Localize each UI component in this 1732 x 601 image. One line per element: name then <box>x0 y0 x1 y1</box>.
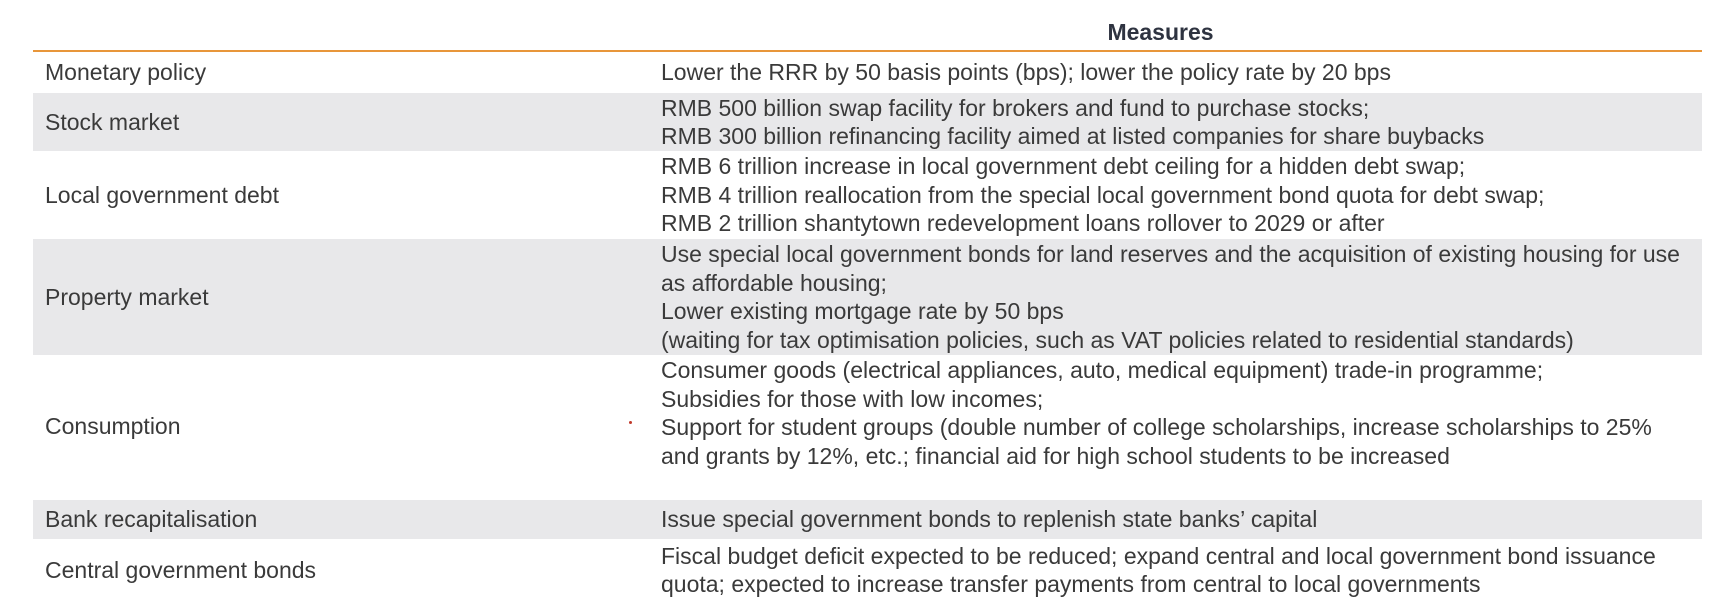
measure-line: Use special local government bonds for land reserves and the acquisition of existing housing for use as affordable housing; <box>661 241 1680 296</box>
table-row-local-government-debt <box>33 151 1702 239</box>
row-measures <box>661 94 1702 151</box>
row-measures <box>661 505 1702 534</box>
row-topic: Consumption <box>45 413 181 439</box>
row-topic: Monetary policy <box>45 59 207 86</box>
measure-line: RMB 500 billion swap facility for brokers and fund to purchase stocks; <box>661 94 1370 121</box>
table-row-central-government-bonds <box>33 539 1702 601</box>
row-measures <box>661 542 1702 599</box>
measure-line: Lower existing mortgage rate by 50 bps <box>661 298 1064 324</box>
row-topic: Property market <box>45 283 209 310</box>
measure-line: Consumer goods (electrical appliances, auto, medical equipment) trade-in programme; <box>661 357 1544 383</box>
row-topic: Central government bonds <box>45 556 317 583</box>
table-row-consumption <box>33 355 1702 500</box>
measures-table <box>33 0 1702 601</box>
row-measures <box>661 58 1702 87</box>
measure-line: Issue special government bonds to replenish state banks’ capital <box>661 506 1318 533</box>
measure-line: RMB 300 billion refinancing facility aimed at listed companies for share buybacks <box>661 123 1485 149</box>
measure-line: RMB 2 trillion shantytown redevelopment loans rollover to 2029 or after <box>661 210 1385 237</box>
measure-line: Subsidies for those with low incomes; <box>661 385 1044 412</box>
stray-dot-mark <box>629 421 632 424</box>
row-measures <box>661 356 1702 470</box>
row-topic: Stock market <box>45 108 180 135</box>
row-topic: Bank recapitalisation <box>45 506 258 533</box>
row-measures <box>661 240 1702 354</box>
table-row-monetary-policy <box>33 52 1702 93</box>
measure-line: Fiscal budget deficit expected to be reduced; expand central and local government bond issuance quota; expected to increase transfer payments from central to local governments <box>661 542 1656 597</box>
table-row-bank-recapitalisation <box>33 500 1702 539</box>
row-topic: Local government debt <box>45 181 279 208</box>
measure-line: Lower the RRR by 50 basis points (bps); lower the policy rate by 20 bps <box>661 59 1391 86</box>
row-measures <box>661 152 1702 238</box>
measure-line: Support for student groups (double number of college scholarships, increase scholarships to 25% and grants by 12%, etc.; financial aid for high school students to be increased <box>661 414 1652 469</box>
measure-line: RMB 6 trillion increase in local government debt ceiling for a hidden debt swap; <box>661 153 1466 180</box>
header-measures: Measures <box>1107 19 1214 45</box>
table-row-stock-market <box>33 93 1702 151</box>
table-row-property-market <box>33 239 1702 355</box>
table-header <box>33 0 1702 52</box>
measure-line: RMB 4 trillion reallocation from the special local government bond quota for debt swap; <box>661 181 1545 208</box>
measure-line: (waiting for tax optimisation policies, such as VAT policies related to residential standards) <box>661 326 1574 353</box>
